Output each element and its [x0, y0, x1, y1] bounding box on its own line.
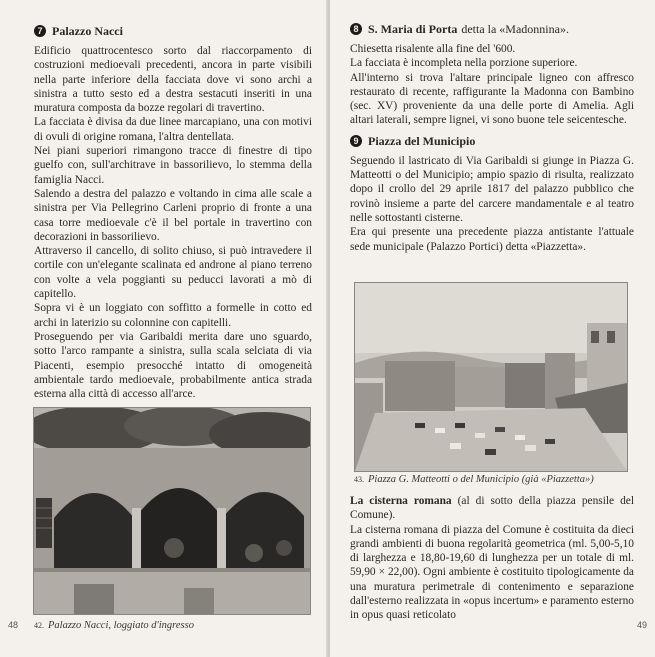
section-title: S. Maria di Porta: [368, 22, 458, 36]
paragraph: Sopra vi è un loggiato con soffitto a formelle in cotto ed archi in laterizio su colonnine con capitelli.: [34, 302, 312, 329]
caption-text: Palazzo Nacci, loggiato d'ingresso: [48, 620, 194, 631]
caption-number: 43.: [354, 475, 364, 484]
paragraph: Proseguendo per via Garibaldi merita dare uno sguardo, sotto l'arco rampante a sinistra, sulla scala selciata di via Piacenti, esempio presocché intatto di omogeneità ambientale tardo medioevale, probabilmente antica strada esterna alla città di accesso all'arce.: [34, 330, 312, 401]
right-column: [350, 22, 634, 254]
paragraph: Era qui presente una precedente piazza antistante l'attuale sede municipale (Palazzo Portici) detta «Piazzetta».: [350, 226, 634, 253]
page-number: 48: [8, 620, 19, 630]
paragraph: Attraverso il cancello, di solito chiuso, si può intravedere il cortile con un'elegante scalinata ed androne al piano terreno con volte a vela poggianti su peducci lavorati a mò di capitello.: [34, 245, 312, 301]
paragraph: All'interno si trova l'altare principale ligneo con affresco restaurato di recente, raffigurante la Madonna con Bambino (sec. XV) proveniente da una delle porte di Amelia. Agli altari laterali, sempre lignei, vi sono buone tele seicentesche.: [350, 71, 634, 127]
caption-number: 42.: [34, 621, 44, 630]
left-column: [34, 24, 312, 401]
section-heading-piazza-del-municipio: [350, 134, 634, 148]
paragraph: La facciata è incompleta nella porzione superiore.: [350, 57, 578, 70]
section-title: Palazzo Nacci: [52, 24, 123, 38]
paragraph: Salendo a destra del palazzo e voltando in cima alle scale a sinistra per Via Pellegrino Carleni proprio di fronte a una casa torre medioevale c'è il bel portale in travertino con decorazioni in bassorilievo.: [34, 187, 312, 243]
figure-caption: [34, 620, 304, 631]
page-number: 49: [636, 620, 647, 630]
section-title-suffix: detta la «Madonnina».: [461, 22, 569, 36]
section-heading-s-maria-di-porta: [350, 22, 634, 36]
section-title: Piazza del Municipio: [368, 133, 476, 148]
photo-palazzo-nacci-loggia: [33, 407, 311, 615]
paragraph: Nei piani superiori rimangono tracce di finestre di tipo guelfo con, sull'architrave in bassorilievo, lo stemma della famiglia Nacci.: [34, 145, 312, 186]
section-number-badge: 8: [350, 23, 362, 35]
paragraph: Chiesetta risalente alla fine del '600.: [350, 43, 516, 55]
paragraph: Edificio quattrocentesco sorto dal riaccorpamento di costruzioni medioevali precedenti, ancora in parte visibili nella parte inferiore della facciata dove vi sono archi a sinistra a tutto sesto ed a destra sestacuti inseriti in una muratura composta da bozze regolari di travertino.: [34, 45, 312, 115]
section-cisterna-romana: [350, 494, 634, 623]
caption-text: Piazza G. Matteotti o del Municipio (già «Piazzetta»): [368, 474, 594, 485]
subsection-title-suffix: (al di sotto della piazza pensile del Comune).: [350, 495, 634, 522]
section-heading-palazzo-nacci: [34, 24, 312, 38]
paragraph: La facciata è divisa da due linee marcapiano, una con motivi di ovuli di origine romana, l'altra dentellata.: [34, 116, 312, 143]
paragraph: Seguendo il lastricato di Via Garibaldi si giunge in Piazza G. Matteotti o del Municipio; ampio spazio di risulta, realizzato dopo il crollo del 29 aprile 1817 del palazzo pubblico che rovinò insieme a parte del carcere mandamentale e al teatro nelle sottostanti cisterne.: [350, 154, 634, 224]
section-number-badge: 7: [34, 25, 46, 37]
subsection-title: La cisterna romana: [350, 495, 452, 507]
photo-piazza-matteotti: [354, 282, 628, 472]
right-page: [330, 0, 655, 657]
paragraph: La cisterna romana di piazza del Comune è costituita da dieci grandi ambienti di buona regolarità geometrica (ml. 5,00-5,10 di larghezza e 18,80-19,60 di lunghezza per un totale di ml. 59,90 × 22,00). Ogni ambiente è costituito tipologicamente da una muratura perimetrale di contenimento e separazione dall'esterno realizzata in «opus incertum» e paramento esterno in opus quasi reticolato: [350, 523, 634, 622]
figure-caption: [354, 474, 634, 485]
left-page: [0, 0, 326, 657]
section-number-badge: 9: [350, 135, 362, 147]
